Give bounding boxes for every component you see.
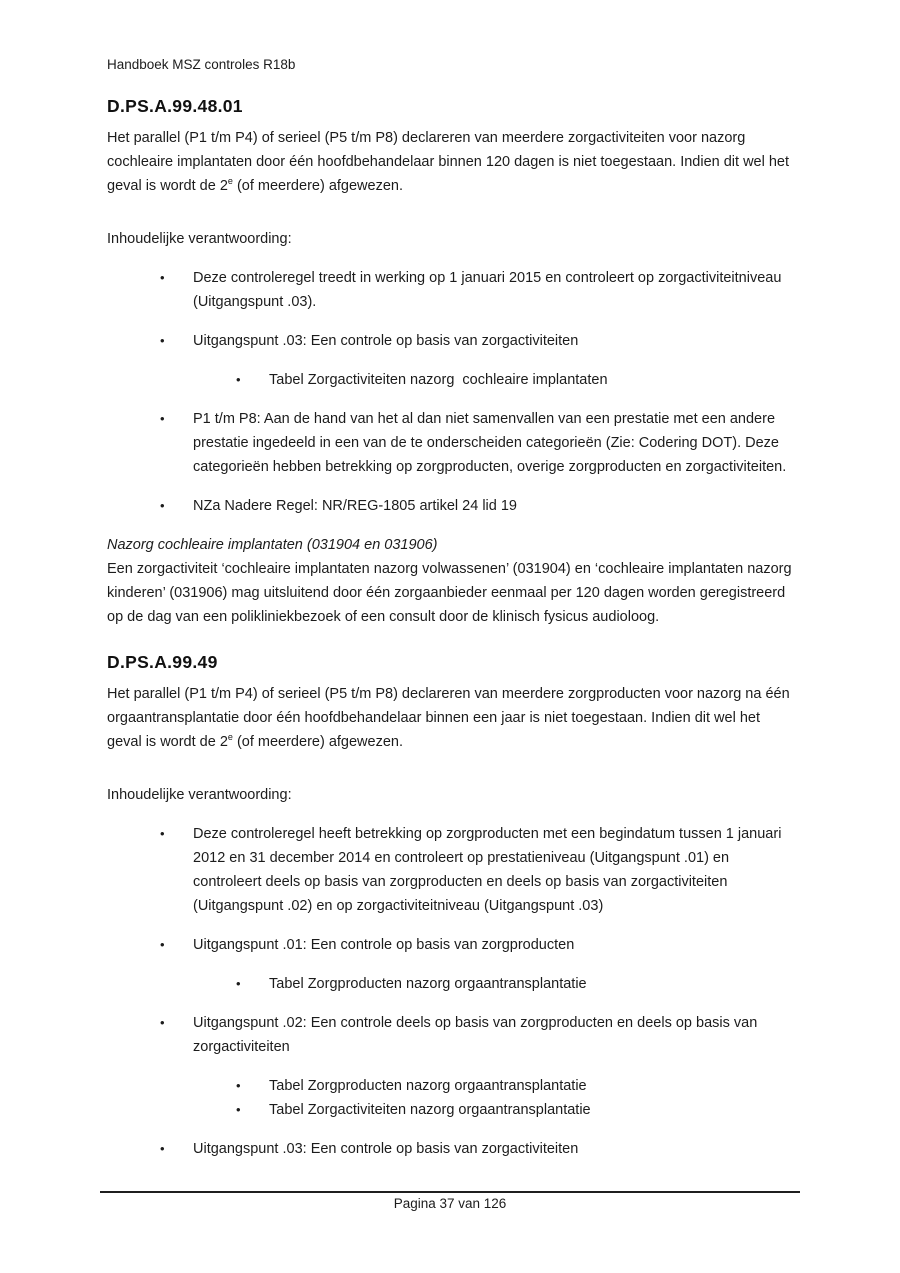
bullet-list [107,822,793,1161]
intro-text: Het parallel (P1 t/m P4) of serieel (P5 t/m P8) declareren van meerdere zorgproducten voor nazorg na één orgaantransplantatie door één hoofdbehandelaar binnen een jaar is niet toegestaan. Indien dit wel het geval is wordt de 2 [107,686,790,750]
bullet-marker: • [160,270,165,285]
justification-label: Inhoudelijke verantwoording: [107,231,292,247]
intro-text-tail: (of meerdere) afgewezen. [232,734,403,750]
bullet-item [236,1074,793,1098]
section-d-ps-a-99-49 [107,652,793,1161]
page-number: Pagina 37 van 126 [393,1196,507,1211]
section-d-ps-a-99-48-01 [107,96,793,629]
bullet-item [160,822,793,918]
bullet-text: Uitgangspunt .01: Een controle op basis van zorgproducten [193,937,575,953]
bullet-item [160,494,793,518]
section-intro [107,126,793,198]
bullet-marker: • [160,826,165,841]
bullet-text: Uitgangspunt .03: Een controle op basis van zorgactiviteiten [193,333,579,349]
bullet-marker: • [160,1015,165,1030]
bullet-item [160,1137,793,1161]
bullet-item [236,1098,793,1122]
bullet-item [160,407,793,479]
bullet-text: Deze controleregel treedt in werking op 1 januari 2015 en controleert op zorgactiviteitniveau (Uitgangspunt .03). [193,270,786,310]
bullet-text: Tabel Zorgactiviteiten nazorg orgaantransplantatie [269,1102,591,1118]
bullet-text: NZa Nadere Regel: NR/REG-1805 artikel 24 lid 19 [193,498,517,514]
section-heading: D.PS.A.99.48.01 [107,96,243,116]
intro-text: Het parallel (P1 t/m P4) of serieel (P5 t/m P8) declareren van meerdere zorgactiviteiten voor nazorg cochleaire implantaten door één hoofdbehandelaar binnen 120 dagen is niet toegestaan. Indien dit wel het geval is wordt de 2 [107,130,790,194]
bullet-marker: • [236,976,241,991]
bullet-text: P1 t/m P8: Aan de hand van het al dan niet samenvallen van een prestatie met een andere prestatie ingedeeld in een van de te onderscheiden categorieën (Zie: Codering DOT). Deze categorieën hebben betrekking op zorgproducten, overige zorgproducten en zorgactiviteiten. [193,411,787,475]
bullet-text: Tabel Zorgactiviteiten nazorg cochleaire implantaten [269,372,608,388]
bullet-marker: • [236,1078,241,1093]
section-intro [107,682,793,754]
subsection-heading: Nazorg cochleaire implantaten (031904 en 031906) [107,537,438,553]
justification-label: Inhoudelijke verantwoording: [107,787,292,803]
bullet-item [160,1011,793,1059]
subsection-paragraph: Een zorgactiviteit ‘cochleaire implantaten nazorg volwassenen’ (031904) en ‘cochleaire implantaten nazorg kinderen’ (031906) mag uitsluitend door één zorgaanbieder eenmaal per 120 dagen worden geregistreerd op de dag van een polikliniekbezoek of een consult door de klinisch fysicus audioloog. [107,561,792,625]
bullet-item [160,266,793,314]
section-heading: D.PS.A.99.49 [107,652,218,672]
bullet-text: Tabel Zorgproducten nazorg orgaantransplantatie [269,1078,587,1094]
bullet-list [107,266,793,518]
superscript-e: e [227,176,233,187]
footer-divider [100,1191,800,1193]
bullet-text: Deze controleregel heeft betrekking op zorgproducten met een begindatum tussen 1 januari 2012 en 31 december 2014 en controleert op prestatieniveau (Uitgangspunt .01) en controleert deels op basis van zorgproducten en deels op basis van zorgactiviteiten (Uitgangspunt .02) en op zorgactiviteitniveau (Uitgangspunt .03) [193,826,786,914]
bullet-text: Uitgangspunt .03: Een controle op basis van zorgactiviteiten [193,1141,579,1157]
bullet-marker: • [160,498,165,513]
bullet-item [160,329,793,353]
page-header: Handboek MSZ controles R18b [107,57,296,72]
bullet-marker: • [160,1141,165,1156]
bullet-item [236,972,793,996]
bullet-text: Tabel Zorgproducten nazorg orgaantransplantatie [269,976,587,992]
bullet-marker: • [160,411,165,426]
bullet-text: Uitgangspunt .02: Een controle deels op basis van zorgproducten en deels op basis van zorgactiviteiten [193,1015,762,1055]
bullet-marker: • [236,1102,241,1117]
bullet-item [236,368,793,392]
intro-text-tail: (of meerdere) afgewezen. [232,178,403,194]
bullet-marker: • [160,937,165,952]
page-footer [100,1191,800,1213]
bullet-item [160,933,793,957]
bullet-marker: • [236,372,241,387]
superscript-e: e [227,732,233,743]
bullet-marker: • [160,333,165,348]
